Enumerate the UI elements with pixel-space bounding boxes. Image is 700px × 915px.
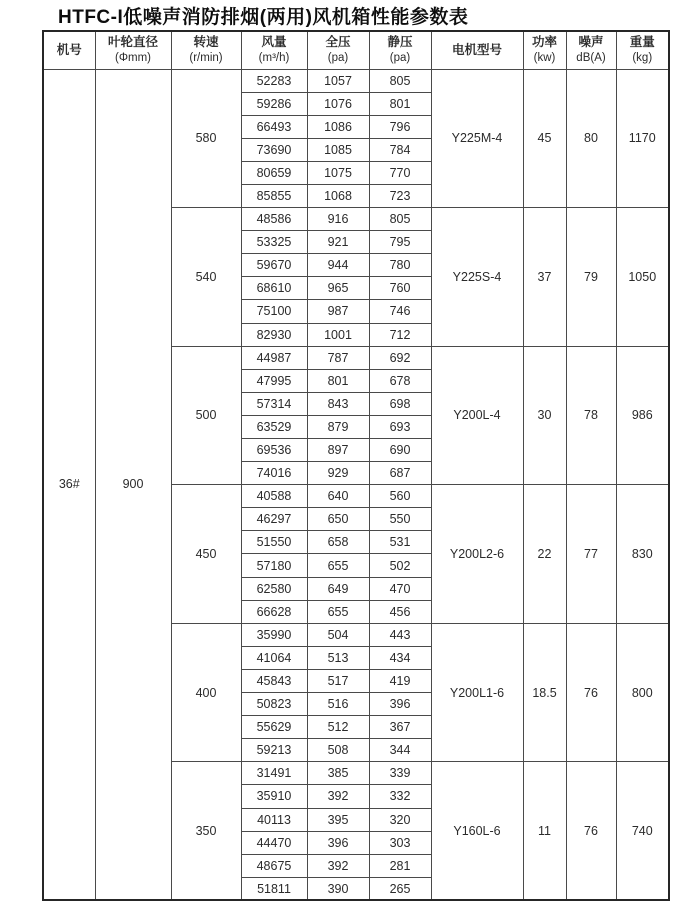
static-pressure-cell: 760 <box>369 277 431 300</box>
air-volume-cell: 85855 <box>241 184 307 207</box>
air-volume-cell: 44987 <box>241 346 307 369</box>
static-pressure-cell: 470 <box>369 577 431 600</box>
total-pressure-cell: 843 <box>307 392 369 415</box>
total-pressure-cell: 1076 <box>307 92 369 115</box>
static-pressure-cell: 339 <box>369 762 431 785</box>
table-header <box>43 31 669 69</box>
total-pressure-cell: 1085 <box>307 138 369 161</box>
total-pressure-cell: 649 <box>307 577 369 600</box>
col-header-noise: 噪声 dB(A) <box>566 31 616 69</box>
total-pressure-cell: 921 <box>307 231 369 254</box>
header-row <box>43 31 669 69</box>
motor-model-cell: Y160L-6 <box>431 762 523 901</box>
weight-cell: 740 <box>616 762 669 901</box>
air-volume-cell: 74016 <box>241 462 307 485</box>
air-volume-cell: 48586 <box>241 208 307 231</box>
static-pressure-cell: 795 <box>369 231 431 254</box>
total-pressure-cell: 897 <box>307 439 369 462</box>
static-pressure-cell: 502 <box>369 554 431 577</box>
impeller-diameter-cell: 900 <box>95 69 171 900</box>
static-pressure-cell: 320 <box>369 808 431 831</box>
total-pressure-cell: 787 <box>307 346 369 369</box>
air-volume-cell: 62580 <box>241 577 307 600</box>
static-pressure-cell: 780 <box>369 254 431 277</box>
total-pressure-cell: 1057 <box>307 69 369 92</box>
total-pressure-cell: 512 <box>307 716 369 739</box>
noise-cell: 76 <box>566 623 616 762</box>
air-volume-cell: 53325 <box>241 231 307 254</box>
static-pressure-cell: 723 <box>369 184 431 207</box>
air-volume-cell: 47995 <box>241 369 307 392</box>
air-volume-cell: 57314 <box>241 392 307 415</box>
static-pressure-cell: 690 <box>369 439 431 462</box>
air-volume-cell: 63529 <box>241 415 307 438</box>
total-pressure-cell: 965 <box>307 277 369 300</box>
air-volume-cell: 51811 <box>241 877 307 900</box>
motor-model-cell: Y225M-4 <box>431 69 523 208</box>
static-pressure-cell: 303 <box>369 831 431 854</box>
static-pressure-cell: 712 <box>369 323 431 346</box>
air-volume-cell: 50823 <box>241 693 307 716</box>
total-pressure-cell: 658 <box>307 531 369 554</box>
air-volume-cell: 57180 <box>241 554 307 577</box>
static-pressure-cell: 693 <box>369 415 431 438</box>
total-pressure-cell: 1001 <box>307 323 369 346</box>
static-pressure-cell: 770 <box>369 161 431 184</box>
total-pressure-cell: 508 <box>307 739 369 762</box>
air-volume-cell: 35990 <box>241 623 307 646</box>
air-volume-cell: 35910 <box>241 785 307 808</box>
motor-model-cell: Y200L1-6 <box>431 623 523 762</box>
static-pressure-cell: 796 <box>369 115 431 138</box>
static-pressure-cell: 434 <box>369 646 431 669</box>
noise-cell: 77 <box>566 485 616 624</box>
power-cell: 37 <box>523 208 566 347</box>
air-volume-cell: 40113 <box>241 808 307 831</box>
total-pressure-cell: 396 <box>307 831 369 854</box>
motor-model-cell: Y200L-4 <box>431 346 523 485</box>
table-body <box>43 69 669 900</box>
col-header-power: 功率 (kw) <box>523 31 566 69</box>
total-pressure-cell: 390 <box>307 877 369 900</box>
noise-cell: 80 <box>566 69 616 208</box>
static-pressure-cell: 419 <box>369 669 431 692</box>
air-volume-cell: 31491 <box>241 762 307 785</box>
total-pressure-cell: 640 <box>307 485 369 508</box>
total-pressure-cell: 1068 <box>307 184 369 207</box>
col-header-weight: 重量 (kg) <box>616 31 669 69</box>
static-pressure-cell: 678 <box>369 369 431 392</box>
power-cell: 30 <box>523 346 566 485</box>
static-pressure-cell: 692 <box>369 346 431 369</box>
air-volume-cell: 68610 <box>241 277 307 300</box>
air-volume-cell: 66493 <box>241 115 307 138</box>
air-volume-cell: 44470 <box>241 831 307 854</box>
static-pressure-cell: 687 <box>369 462 431 485</box>
air-volume-cell: 41064 <box>241 646 307 669</box>
total-pressure-cell: 944 <box>307 254 369 277</box>
air-volume-cell: 73690 <box>241 138 307 161</box>
total-pressure-cell: 504 <box>307 623 369 646</box>
col-header-speed: 转速 (r/min) <box>171 31 241 69</box>
air-volume-cell: 59213 <box>241 739 307 762</box>
total-pressure-cell: 929 <box>307 462 369 485</box>
static-pressure-cell: 281 <box>369 854 431 877</box>
table-row <box>43 69 669 92</box>
page-title: HTFC-I低噪声消防排烟(两用)风机箱性能参数表 <box>58 7 469 28</box>
static-pressure-cell: 784 <box>369 138 431 161</box>
total-pressure-cell: 916 <box>307 208 369 231</box>
speed-cell: 450 <box>171 485 241 624</box>
static-pressure-cell: 344 <box>369 739 431 762</box>
air-volume-cell: 80659 <box>241 161 307 184</box>
air-volume-cell: 59286 <box>241 92 307 115</box>
power-cell: 11 <box>523 762 566 901</box>
air-volume-cell: 52283 <box>241 69 307 92</box>
total-pressure-cell: 385 <box>307 762 369 785</box>
air-volume-cell: 51550 <box>241 531 307 554</box>
static-pressure-cell: 698 <box>369 392 431 415</box>
total-pressure-cell: 392 <box>307 854 369 877</box>
total-pressure-cell: 655 <box>307 554 369 577</box>
total-pressure-cell: 395 <box>307 808 369 831</box>
power-cell: 22 <box>523 485 566 624</box>
air-volume-cell: 46297 <box>241 508 307 531</box>
weight-cell: 986 <box>616 346 669 485</box>
static-pressure-cell: 531 <box>369 531 431 554</box>
power-cell: 45 <box>523 69 566 208</box>
static-pressure-cell: 560 <box>369 485 431 508</box>
static-pressure-cell: 332 <box>369 785 431 808</box>
static-pressure-cell: 805 <box>369 208 431 231</box>
noise-cell: 79 <box>566 208 616 347</box>
total-pressure-cell: 650 <box>307 508 369 531</box>
static-pressure-cell: 265 <box>369 877 431 900</box>
air-volume-cell: 82930 <box>241 323 307 346</box>
air-volume-cell: 48675 <box>241 854 307 877</box>
static-pressure-cell: 550 <box>369 508 431 531</box>
air-volume-cell: 59670 <box>241 254 307 277</box>
total-pressure-cell: 879 <box>307 415 369 438</box>
air-volume-cell: 40588 <box>241 485 307 508</box>
motor-model-cell: Y225S-4 <box>431 208 523 347</box>
total-pressure-cell: 987 <box>307 300 369 323</box>
col-header-impeller-diameter: 叶轮直径 (Φmm) <box>95 31 171 69</box>
speed-cell: 400 <box>171 623 241 762</box>
machine-no-cell: 36# <box>43 69 95 900</box>
air-volume-cell: 66628 <box>241 600 307 623</box>
total-pressure-cell: 517 <box>307 669 369 692</box>
motor-model-cell: Y200L2-6 <box>431 485 523 624</box>
air-volume-cell: 69536 <box>241 439 307 462</box>
total-pressure-cell: 1075 <box>307 161 369 184</box>
air-volume-cell: 55629 <box>241 716 307 739</box>
total-pressure-cell: 801 <box>307 369 369 392</box>
col-header-machine-no: 机号 <box>43 31 95 69</box>
static-pressure-cell: 805 <box>369 69 431 92</box>
col-header-static-pressure: 静压 (pa) <box>369 31 431 69</box>
static-pressure-cell: 396 <box>369 693 431 716</box>
total-pressure-cell: 392 <box>307 785 369 808</box>
speed-cell: 540 <box>171 208 241 347</box>
col-header-air-volume: 风量 (m³/h) <box>241 31 307 69</box>
speed-cell: 580 <box>171 69 241 208</box>
static-pressure-cell: 746 <box>369 300 431 323</box>
total-pressure-cell: 513 <box>307 646 369 669</box>
speed-cell: 350 <box>171 762 241 901</box>
col-header-motor-model: 电机型号 <box>431 31 523 69</box>
air-volume-cell: 45843 <box>241 669 307 692</box>
power-cell: 18.5 <box>523 623 566 762</box>
static-pressure-cell: 367 <box>369 716 431 739</box>
fan-spec-table <box>42 30 670 901</box>
air-volume-cell: 75100 <box>241 300 307 323</box>
noise-cell: 76 <box>566 762 616 901</box>
static-pressure-cell: 801 <box>369 92 431 115</box>
col-header-total-pressure: 全压 (pa) <box>307 31 369 69</box>
weight-cell: 1050 <box>616 208 669 347</box>
speed-cell: 500 <box>171 346 241 485</box>
weight-cell: 800 <box>616 623 669 762</box>
weight-cell: 830 <box>616 485 669 624</box>
total-pressure-cell: 1086 <box>307 115 369 138</box>
static-pressure-cell: 443 <box>369 623 431 646</box>
total-pressure-cell: 516 <box>307 693 369 716</box>
weight-cell: 1170 <box>616 69 669 208</box>
total-pressure-cell: 655 <box>307 600 369 623</box>
noise-cell: 78 <box>566 346 616 485</box>
static-pressure-cell: 456 <box>369 600 431 623</box>
